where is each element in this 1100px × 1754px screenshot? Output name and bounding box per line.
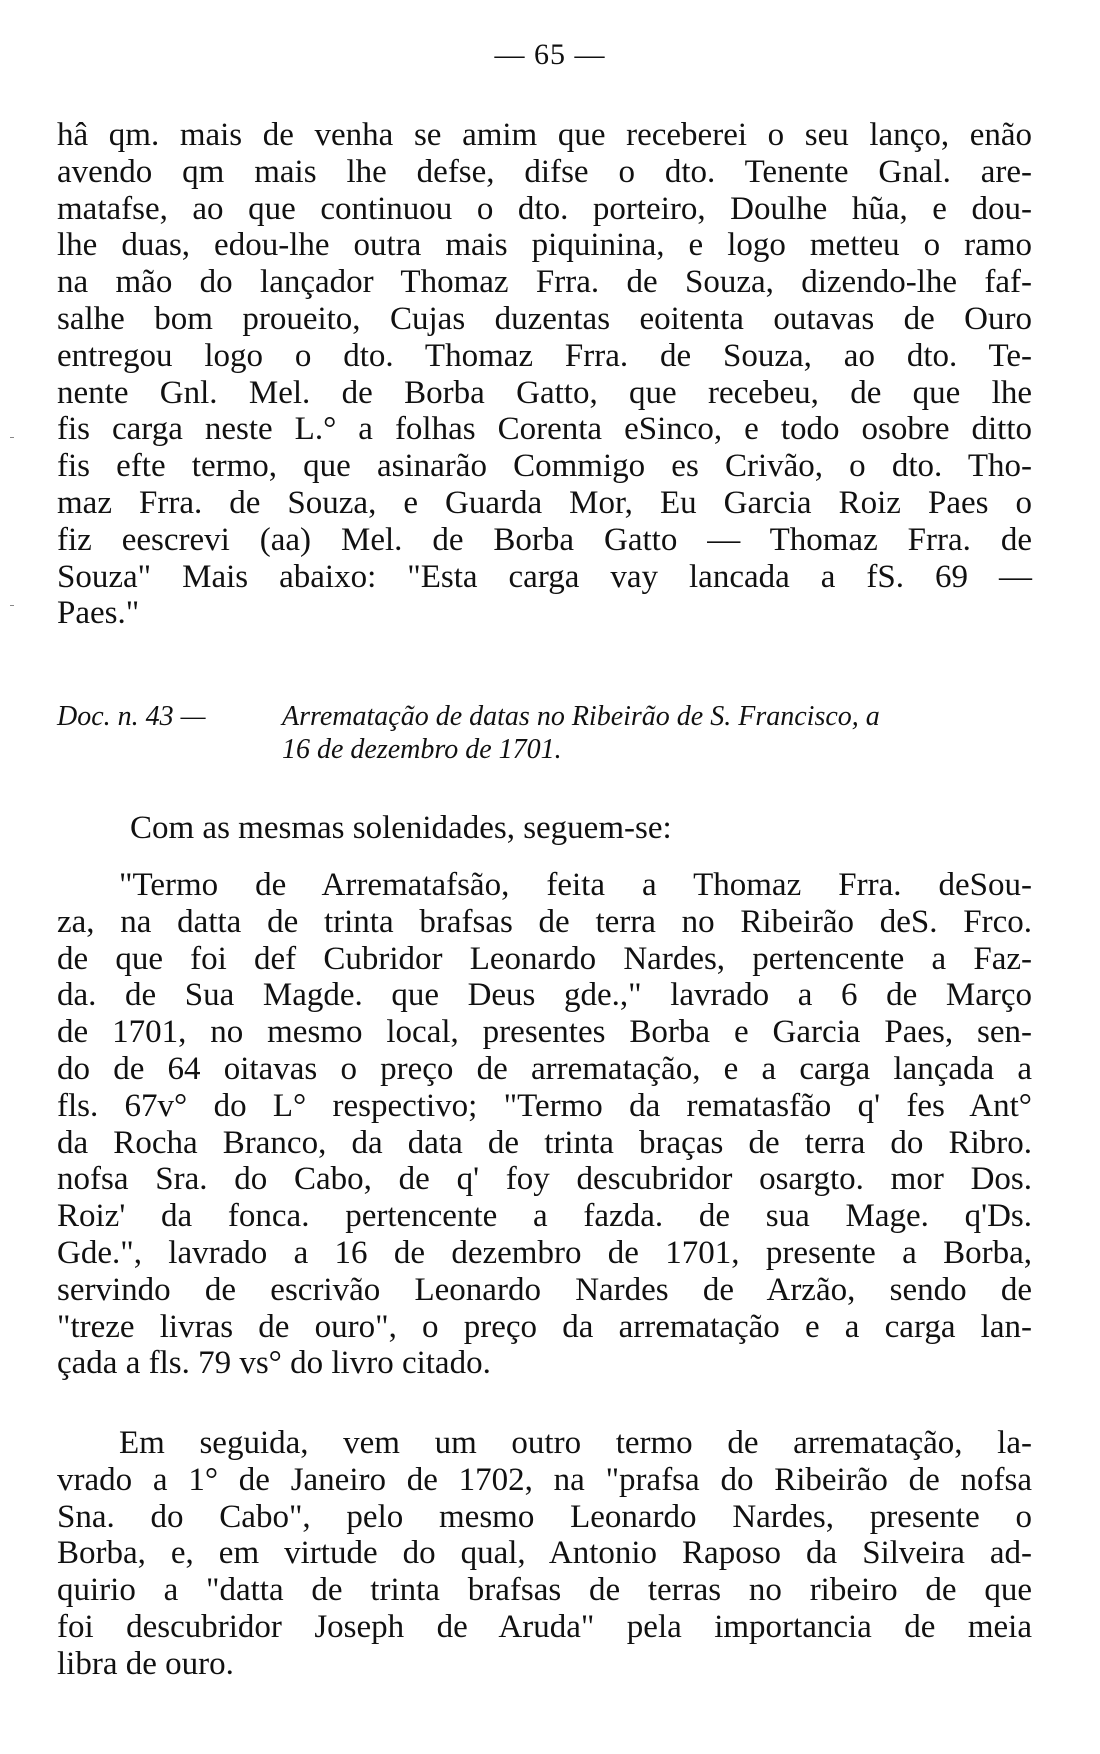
text-line: na mão do lançador Thomaz Frra. de Souza, dizendo-lhe faf- xyxy=(57,264,1032,301)
text-line: fis carga neste L.° a folhas Corenta eSinco, e todo osobre ditto xyxy=(57,411,1032,448)
text-line: "Termo de Arrematafsão, feita a Thomaz Frra. deSou- xyxy=(119,867,1032,903)
text-line: salhe bom proueito, Cujas duzentas eoitenta outavas de Ouro xyxy=(57,300,1032,337)
text-line: matafse, ao que continuou o dto. porteiro, Doulhe hũa, e dou- xyxy=(57,190,1032,227)
text-line: fis efte termo, que asinarão Commigo es Crivão, o dto. Tho- xyxy=(57,448,1032,485)
text-line: da. de Sua Magde. que Deus gde.," lavrado a 6 de Março xyxy=(57,977,1032,1014)
text-line: avendo qm mais lhe defse, difse o dto. Tenente Gnal. are- xyxy=(57,153,1032,190)
text-line: libra de ouro. xyxy=(57,1645,234,1682)
paragraph-3 xyxy=(57,1425,1032,1683)
text-line: de que foi def Cubridor Leonardo Nardes, pertencente a Faz- xyxy=(57,940,1032,977)
paragraph-2 xyxy=(57,867,1032,1382)
text-line: Em seguida, vem um outro termo de arrematação, la- xyxy=(119,1425,1032,1461)
text-line: maz Frra. de Souza, e Guarda Mor, Eu Garcia Roiz Paes o xyxy=(57,484,1032,521)
margin-mark xyxy=(10,437,14,438)
document-number-label: Doc. n. 43 — xyxy=(57,701,206,732)
intro-line: Com as mesmas solenidades, seguem-se: xyxy=(130,810,672,846)
text-line: foi descubridor Joseph de Aruda" pela importancia de meia xyxy=(57,1608,1032,1645)
text-line: vrado a 1° de Janeiro de 1702, na "prafsa do Ribeirão de nofsa xyxy=(57,1461,1032,1498)
text-line: Sna. do Cabo", pelo mesmo Leonardo Nardes, presente o xyxy=(57,1498,1032,1535)
text-line: Roiz' da fonca. pertencente a fazda. de sua Mage. q'Ds. xyxy=(57,1198,1032,1235)
text-line: çada a fls. 79 vs° do livro citado. xyxy=(57,1345,491,1382)
text-line: da Rocha Branco, da data de trinta braças de terra do Ribro. xyxy=(57,1124,1032,1161)
text-line: servindo de escrivão Leonardo Nardes de Arzão, sendo de xyxy=(57,1271,1032,1308)
text-line: Gde.", lavrado a 16 de dezembro de 1701, presente a Borba, xyxy=(57,1234,1032,1271)
text-line: "treze livras de ouro", o preço da arrematação e a carga lan- xyxy=(57,1308,1032,1345)
margin-mark xyxy=(10,605,14,606)
text-line: Paes." xyxy=(57,595,140,632)
document-title-line-2: 16 de dezembro de 1701. xyxy=(282,734,562,765)
document-heading xyxy=(57,700,1047,766)
text-line: nente Gnl. Mel. de Borba Gatto, que recebeu, de que lhe xyxy=(57,374,1032,411)
text-line: za, na datta de trinta brafsas de terra no Ribeirão deS. Frco. xyxy=(57,903,1032,940)
text-line: nofsa Sra. do Cabo, de q' foy descubridor osargto. mor Dos. xyxy=(57,1161,1032,1198)
paragraph-1 xyxy=(57,117,1032,632)
text-line: lhe duas, edou-lhe outra mais piquinina, e logo metteu o ramo xyxy=(57,227,1032,264)
text-line: de 1701, no mesmo local, presentes Borba e Garcia Paes, sen- xyxy=(57,1014,1032,1051)
document-title-line-1: Arrematação de datas no Ribeirão de S. Francisco, a xyxy=(282,701,880,732)
page-number: — 65 — xyxy=(494,38,606,71)
text-line: do de 64 oitavas o preço de arrematação, e a carga lançada a xyxy=(57,1050,1032,1087)
text-line: fls. 67v° do L° respectivo; "Termo da rematasfão q' fes Ant° xyxy=(57,1087,1032,1124)
text-line: Souza" Mais abaixo: "Esta carga vay lancada a fS. 69 — xyxy=(57,558,1032,595)
text-line: entregou logo o dto. Thomaz Frra. de Souza, ao dto. Te- xyxy=(57,337,1032,374)
text-line: Borba, e, em virtude do qual, Antonio Raposo da Silveira ad- xyxy=(57,1535,1032,1572)
text-line: hâ qm. mais de venha se amim que receberei o seu lanço, enão xyxy=(57,117,1032,153)
text-line: fiz eescrevi (aa) Mel. de Borba Gatto — Thomaz Frra. de xyxy=(57,521,1032,558)
text-line: quirio a "datta de trinta brafsas de terras no ribeiro de que xyxy=(57,1572,1032,1609)
